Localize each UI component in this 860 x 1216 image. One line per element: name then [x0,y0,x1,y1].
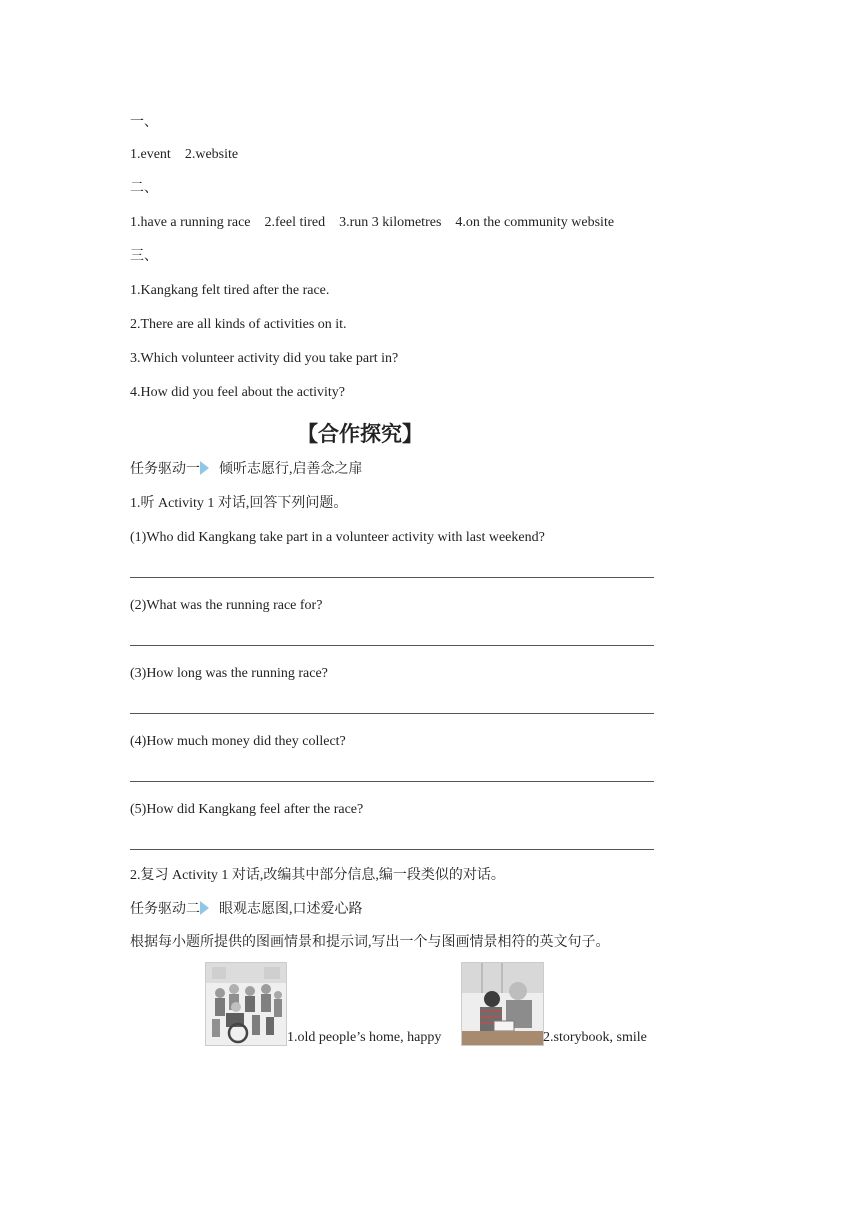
arrow-icon [200,461,209,475]
section3-sentence: 4.How did you feel about the activity? [130,385,345,400]
task1-followup: 2.复习 Activity 1 对话,改编其中部分信息,编一段类似的对话。 [130,868,505,883]
question: (2)What was the running race for? [130,598,323,613]
answer: 2.feel tired [264,215,326,230]
section3-sentence: 2.There are all kinds of activities on it. [130,317,347,332]
arrow-icon [200,901,209,915]
answer-line [130,577,654,578]
answer: 2.website [184,147,239,162]
illustration-elderly-home [205,962,287,1046]
answer: 4.on the community website [455,215,615,230]
section3-sentence: 1.Kangkang felt tired after the race. [130,283,330,298]
task2-header [130,901,363,919]
task1-prefix: 任务驱动一 [130,462,200,477]
section3-label: 三、 [130,249,158,264]
question: (5)How did Kangkang feel after the race? [130,802,364,817]
answer: 1.event [130,147,171,162]
task1-title: 倾听志愿行,启善念之扉 [219,462,363,477]
section3-sentence: 3.Which volunteer activity did you take part in? [130,351,399,366]
question: (1)Who did Kangkang take part in a volunteer activity with last weekend? [130,530,545,545]
section1-answers [130,146,238,164]
answer-line [130,781,654,782]
task2-title: 眼观志愿图,口述爱心路 [219,902,363,917]
question: (4)How much money did they collect? [130,734,346,749]
answer: 1.have a running race [130,215,251,230]
section2-label: 二、 [130,181,158,196]
picture-caption: 1.old people’s home, happy [287,1030,442,1045]
answer-line [130,713,654,714]
answer-line [130,849,654,850]
task2-prefix: 任务驱动二 [130,902,200,917]
task1-instruction: 1.听 Activity 1 对话,回答下列问题。 [130,496,348,511]
section-heading: 【合作探究】 [297,422,423,446]
answer: 3.run 3 kilometres [339,215,442,230]
section2-answers [130,214,614,232]
question: (3)How long was the running race? [130,666,328,681]
task1-header [130,461,363,479]
picture-caption: 2.storybook, smile [543,1030,647,1045]
answer-line [130,645,654,646]
section1-label: 一、 [130,115,158,130]
illustration-storybook [461,962,544,1046]
task2-instruction: 根据每小题所提供的图画情景和提示词,写出一个与图画情景相符的英文句子。 [130,935,610,950]
